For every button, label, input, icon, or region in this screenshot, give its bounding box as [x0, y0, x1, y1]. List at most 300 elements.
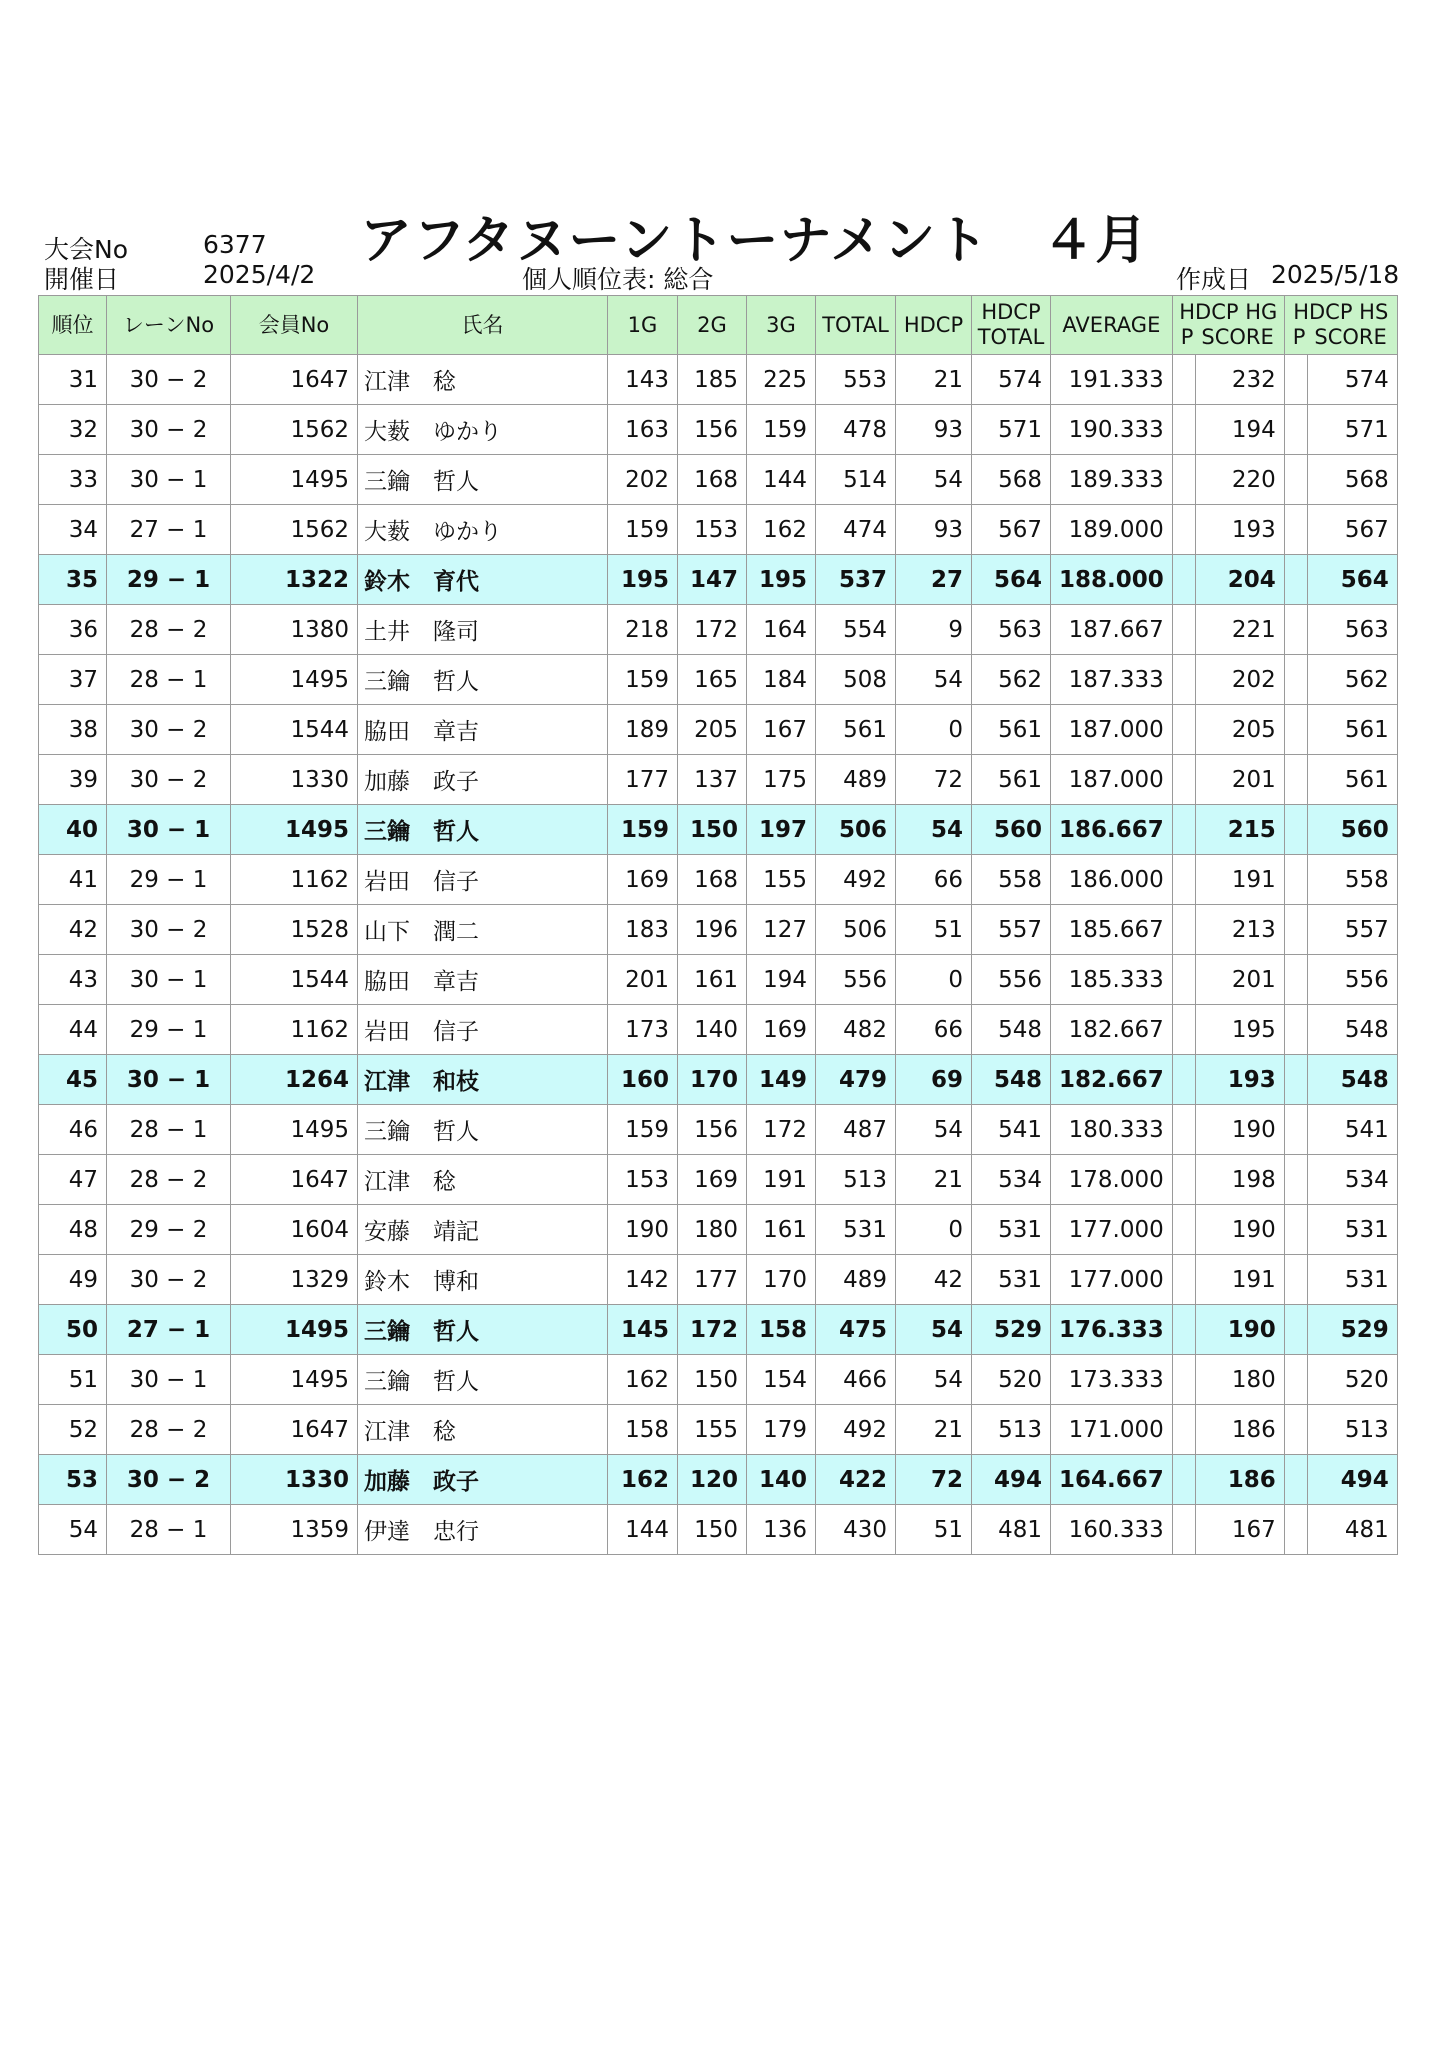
hdcp-hs-score-cell: 558	[1307, 855, 1397, 905]
name-cell: 脇田 章吉	[358, 955, 608, 1005]
name-cell: 江津 稔	[358, 1405, 608, 1455]
hdcp-hg-p-cell	[1172, 555, 1195, 605]
average-cell: 190.333	[1051, 405, 1173, 455]
table-row	[39, 655, 1398, 705]
game1-cell: 190	[608, 1205, 678, 1255]
rank-cell: 42	[39, 905, 107, 955]
hdcp-hg-score-cell: 202	[1195, 655, 1284, 705]
name-cell: 安藤 靖記	[358, 1205, 608, 1255]
game2-cell: 150	[678, 1355, 747, 1405]
hdcp-hg-p-cell	[1172, 1455, 1195, 1505]
table-row	[39, 1155, 1398, 1205]
col-name-header: 氏名	[358, 296, 608, 355]
hdcp-hs-score-cell: 567	[1307, 505, 1397, 555]
hdcp-cell: 72	[896, 1455, 972, 1505]
col-average-header: AVERAGE	[1051, 296, 1173, 355]
hdcp-hg-score-cell: 204	[1195, 555, 1284, 605]
rank-cell: 34	[39, 505, 107, 555]
lane-cell: 30 − 1	[107, 1055, 231, 1105]
hdcp-hs-score-cell: 541	[1307, 1105, 1397, 1155]
hdcp-hg-score-cell: 232	[1195, 355, 1284, 405]
hdcp-hg-p-header: P	[1180, 325, 1194, 349]
average-cell: 185.667	[1051, 905, 1173, 955]
game1-cell: 189	[608, 705, 678, 755]
hdcp-hs-score-cell: 561	[1307, 705, 1397, 755]
member-no-cell: 1495	[231, 455, 358, 505]
table-row	[39, 955, 1398, 1005]
hdcp-hg-p-cell	[1172, 1505, 1195, 1555]
rank-cell: 37	[39, 655, 107, 705]
hdcp-hg-score-cell: 193	[1195, 1055, 1284, 1105]
game3-cell: 169	[747, 1005, 816, 1055]
table-row	[39, 705, 1398, 755]
hdcp-hg-score-cell: 215	[1195, 805, 1284, 855]
table-row	[39, 1355, 1398, 1405]
total-cell: 466	[816, 1355, 896, 1405]
rank-cell: 36	[39, 605, 107, 655]
rank-cell: 32	[39, 405, 107, 455]
name-cell: 岩田 信子	[358, 1005, 608, 1055]
page-title: アフタヌーントーナメント ４月	[360, 211, 1149, 271]
game3-cell: 172	[747, 1105, 816, 1155]
game2-cell: 185	[678, 355, 747, 405]
ranking-table	[38, 295, 1398, 1555]
tournament-no-label: 大会No	[44, 235, 128, 264]
hdcp-hg-p-cell	[1172, 1105, 1195, 1155]
hdcp-hs-score-cell: 520	[1307, 1355, 1397, 1405]
hdcp-total-cell: 561	[972, 705, 1051, 755]
table-row	[39, 505, 1398, 555]
total-cell: 475	[816, 1305, 896, 1355]
lane-cell: 30 − 2	[107, 1255, 231, 1305]
hdcp-hg-p-cell	[1172, 755, 1195, 805]
name-cell: 三鑰 哲人	[358, 1305, 608, 1355]
total-cell: 554	[816, 605, 896, 655]
member-no-cell: 1647	[231, 1405, 358, 1455]
average-cell: 180.333	[1051, 1105, 1173, 1155]
hdcp-cell: 51	[896, 905, 972, 955]
average-cell: 182.667	[1051, 1005, 1173, 1055]
hdcp-hg-score-cell: 180	[1195, 1355, 1284, 1405]
member-no-cell: 1544	[231, 955, 358, 1005]
game3-cell: 175	[747, 755, 816, 805]
game1-cell: 159	[608, 1105, 678, 1155]
hdcp-hs-score-cell: 571	[1307, 405, 1397, 455]
hdcp-hs-score-cell: 529	[1307, 1305, 1397, 1355]
hdcp-hg-score-cell: 190	[1195, 1305, 1284, 1355]
hdcp-hs-p-cell	[1284, 955, 1307, 1005]
average-cell: 185.333	[1051, 955, 1173, 1005]
game1-cell: 144	[608, 1505, 678, 1555]
total-cell: 430	[816, 1505, 896, 1555]
total-cell: 508	[816, 655, 896, 705]
lane-cell: 28 − 1	[107, 1105, 231, 1155]
hdcp-hs-score-cell: 574	[1307, 355, 1397, 405]
hdcp-hs-score-cell: 548	[1307, 1055, 1397, 1105]
created-label: 作成日	[1176, 265, 1252, 294]
rank-cell: 51	[39, 1355, 107, 1405]
hdcp-cell: 66	[896, 855, 972, 905]
game2-cell: 150	[678, 805, 747, 855]
game1-cell: 142	[608, 1255, 678, 1305]
member-no-cell: 1380	[231, 605, 358, 655]
hdcp-cell: 0	[896, 1205, 972, 1255]
hdcp-total-cell: 560	[972, 805, 1051, 855]
hdcp-hg-p-cell	[1172, 1305, 1195, 1355]
col-hdcp-header: HDCP	[896, 296, 972, 355]
total-cell: 489	[816, 1255, 896, 1305]
hdcp-hg-p-cell	[1172, 1155, 1195, 1205]
game3-cell: 164	[747, 605, 816, 655]
hdcp-hg-score-cell: 201	[1195, 755, 1284, 805]
hdcp-hg-score-cell: 186	[1195, 1455, 1284, 1505]
lane-cell: 29 − 2	[107, 1205, 231, 1255]
hdcp-hs-score-cell: 548	[1307, 1005, 1397, 1055]
hdcp-hs-p-cell	[1284, 355, 1307, 405]
name-cell: 大薮 ゆかり	[358, 405, 608, 455]
average-cell: 188.000	[1051, 555, 1173, 605]
name-cell: 江津 稔	[358, 1155, 608, 1205]
hdcp-cell: 42	[896, 1255, 972, 1305]
lane-cell: 30 − 1	[107, 805, 231, 855]
name-cell: 三鑰 哲人	[358, 655, 608, 705]
member-no-cell: 1528	[231, 905, 358, 955]
member-no-cell: 1162	[231, 855, 358, 905]
lane-cell: 29 − 1	[107, 1005, 231, 1055]
game1-cell: 159	[608, 505, 678, 555]
game3-cell: 155	[747, 855, 816, 905]
hdcp-hg-p-cell	[1172, 405, 1195, 455]
table-row	[39, 755, 1398, 805]
game3-cell: 179	[747, 1405, 816, 1455]
event-date: 2025/4/2	[203, 260, 316, 289]
game2-cell: 120	[678, 1455, 747, 1505]
lane-cell: 27 − 1	[107, 1305, 231, 1355]
total-cell: 479	[816, 1055, 896, 1105]
lane-cell: 29 − 1	[107, 555, 231, 605]
total-cell: 474	[816, 505, 896, 555]
game2-cell: 172	[678, 605, 747, 655]
lane-cell: 28 − 1	[107, 1505, 231, 1555]
game1-cell: 162	[608, 1455, 678, 1505]
hdcp-total-cell: 520	[972, 1355, 1051, 1405]
hdcp-hg-score-cell: 191	[1195, 855, 1284, 905]
col-g1-header: 1G	[608, 296, 678, 355]
hdcp-total-header-line2: TOTAL	[977, 325, 1045, 349]
table-row	[39, 805, 1398, 855]
hdcp-hg-score-cell: 198	[1195, 1155, 1284, 1205]
table-row	[39, 405, 1398, 455]
member-no-cell: 1329	[231, 1255, 358, 1305]
rank-cell: 40	[39, 805, 107, 855]
table-row	[39, 1005, 1398, 1055]
game1-cell: 162	[608, 1355, 678, 1405]
average-cell: 189.333	[1051, 455, 1173, 505]
game3-cell: 136	[747, 1505, 816, 1555]
hdcp-hg-p-cell	[1172, 355, 1195, 405]
hdcp-hg-score-cell: 205	[1195, 705, 1284, 755]
average-cell: 187.000	[1051, 755, 1173, 805]
hdcp-cell: 69	[896, 1055, 972, 1105]
name-cell: 鈴木 育代	[358, 555, 608, 605]
average-cell: 177.000	[1051, 1205, 1173, 1255]
rank-cell: 52	[39, 1405, 107, 1455]
member-no-cell: 1647	[231, 355, 358, 405]
lane-cell: 30 − 1	[107, 1355, 231, 1405]
total-cell: 482	[816, 1005, 896, 1055]
hdcp-hg-score-header: SCORE	[1201, 325, 1274, 349]
hdcp-hg-score-cell: 191	[1195, 1255, 1284, 1305]
game1-cell: 163	[608, 405, 678, 455]
name-cell: 山下 潤二	[358, 905, 608, 955]
hdcp-hs-score-cell: 568	[1307, 455, 1397, 505]
game1-cell: 159	[608, 655, 678, 705]
game2-cell: 137	[678, 755, 747, 805]
game1-cell: 201	[608, 955, 678, 1005]
lane-cell: 27 − 1	[107, 505, 231, 555]
total-cell: 506	[816, 905, 896, 955]
game2-cell: 168	[678, 855, 747, 905]
average-cell: 178.000	[1051, 1155, 1173, 1205]
table-row	[39, 1455, 1398, 1505]
member-no-cell: 1264	[231, 1055, 358, 1105]
hdcp-hs-p-cell	[1284, 1305, 1307, 1355]
average-cell: 191.333	[1051, 355, 1173, 405]
hdcp-hs-p-cell	[1284, 705, 1307, 755]
member-no-cell: 1544	[231, 705, 358, 755]
hdcp-hs-score-cell: 557	[1307, 905, 1397, 955]
rank-cell: 41	[39, 855, 107, 905]
member-no-cell: 1495	[231, 655, 358, 705]
hdcp-hs-p-cell	[1284, 755, 1307, 805]
game1-cell: 169	[608, 855, 678, 905]
hdcp-hg-p-cell	[1172, 1205, 1195, 1255]
rank-cell: 50	[39, 1305, 107, 1355]
hdcp-hs-score-cell: 494	[1307, 1455, 1397, 1505]
lane-cell: 28 − 1	[107, 655, 231, 705]
total-cell: 561	[816, 705, 896, 755]
game2-cell: 177	[678, 1255, 747, 1305]
hdcp-hs-p-cell	[1284, 505, 1307, 555]
lane-cell: 28 − 2	[107, 1405, 231, 1455]
name-cell: 加藤 政子	[358, 755, 608, 805]
hdcp-hs-p-cell	[1284, 905, 1307, 955]
hdcp-total-cell: 534	[972, 1155, 1051, 1205]
hdcp-hs-score-cell: 563	[1307, 605, 1397, 655]
average-cell: 186.000	[1051, 855, 1173, 905]
game1-cell: 145	[608, 1305, 678, 1355]
game3-cell: 159	[747, 405, 816, 455]
hdcp-total-cell: 548	[972, 1055, 1051, 1105]
hdcp-hs-p-cell	[1284, 1255, 1307, 1305]
game2-cell: 147	[678, 555, 747, 605]
hdcp-hs-p-cell	[1284, 405, 1307, 455]
hdcp-hs-score-cell: 561	[1307, 755, 1397, 805]
rank-cell: 31	[39, 355, 107, 405]
hdcp-total-cell: 564	[972, 555, 1051, 605]
hdcp-total-cell: 529	[972, 1305, 1051, 1355]
rank-cell: 53	[39, 1455, 107, 1505]
name-cell: 岩田 信子	[358, 855, 608, 905]
hdcp-hs-p-cell	[1284, 1205, 1307, 1255]
hdcp-hg-score-cell: 221	[1195, 605, 1284, 655]
hdcp-hg-score-cell: 193	[1195, 505, 1284, 555]
hdcp-total-cell: 481	[972, 1505, 1051, 1555]
rank-cell: 46	[39, 1105, 107, 1155]
lane-cell: 30 − 2	[107, 405, 231, 455]
average-cell: 182.667	[1051, 1055, 1173, 1105]
name-cell: 三鑰 哲人	[358, 455, 608, 505]
hdcp-total-cell: 557	[972, 905, 1051, 955]
col-rank-header: 順位	[39, 296, 107, 355]
total-cell: 492	[816, 855, 896, 905]
game1-cell: 183	[608, 905, 678, 955]
hdcp-hs-p-cell	[1284, 855, 1307, 905]
name-cell: 三鑰 哲人	[358, 805, 608, 855]
hdcp-cell: 54	[896, 1305, 972, 1355]
game3-cell: 161	[747, 1205, 816, 1255]
tournament-no: 6377	[203, 230, 267, 259]
hdcp-total-cell: 531	[972, 1255, 1051, 1305]
member-no-cell: 1647	[231, 1155, 358, 1205]
hdcp-cell: 54	[896, 1355, 972, 1405]
hdcp-total-cell: 574	[972, 355, 1051, 405]
member-no-cell: 1162	[231, 1005, 358, 1055]
member-no-cell: 1359	[231, 1505, 358, 1555]
average-cell: 177.000	[1051, 1255, 1173, 1305]
average-cell: 187.000	[1051, 705, 1173, 755]
name-cell: 脇田 章吉	[358, 705, 608, 755]
hdcp-cell: 93	[896, 505, 972, 555]
hdcp-cell: 21	[896, 355, 972, 405]
total-cell: 492	[816, 1405, 896, 1455]
name-cell: 江津 稔	[358, 355, 608, 405]
hdcp-total-cell: 571	[972, 405, 1051, 455]
rank-cell: 39	[39, 755, 107, 805]
report-subtitle: 個人順位表: 総合	[522, 265, 714, 294]
total-cell: 506	[816, 805, 896, 855]
game1-cell: 159	[608, 805, 678, 855]
hdcp-hs-score-cell: 562	[1307, 655, 1397, 705]
game3-cell: 149	[747, 1055, 816, 1105]
game3-cell: 195	[747, 555, 816, 605]
col-g3-header: 3G	[747, 296, 816, 355]
hdcp-cell: 54	[896, 805, 972, 855]
hdcp-hg-score-cell: 190	[1195, 1105, 1284, 1155]
hdcp-hs-p-cell	[1284, 1355, 1307, 1405]
hdcp-total-cell: 563	[972, 605, 1051, 655]
hdcp-cell: 54	[896, 455, 972, 505]
game3-cell: 144	[747, 455, 816, 505]
name-cell: 鈴木 博和	[358, 1255, 608, 1305]
lane-cell: 30 − 2	[107, 705, 231, 755]
game2-cell: 205	[678, 705, 747, 755]
game3-cell: 191	[747, 1155, 816, 1205]
hdcp-hg-p-cell	[1172, 505, 1195, 555]
hdcp-hg-header-line1: HDCP HG	[1179, 300, 1278, 324]
hdcp-total-cell: 567	[972, 505, 1051, 555]
hdcp-cell: 0	[896, 955, 972, 1005]
hdcp-total-cell: 556	[972, 955, 1051, 1005]
hdcp-hg-p-cell	[1172, 1355, 1195, 1405]
game3-cell: 127	[747, 905, 816, 955]
total-cell: 514	[816, 455, 896, 505]
hdcp-hs-p-cell	[1284, 1055, 1307, 1105]
table-row	[39, 905, 1398, 955]
hdcp-hs-p-cell	[1284, 555, 1307, 605]
hdcp-hg-p-cell	[1172, 605, 1195, 655]
hdcp-cell: 27	[896, 555, 972, 605]
lane-cell: 28 − 2	[107, 1155, 231, 1205]
rank-cell: 54	[39, 1505, 107, 1555]
game3-cell: 194	[747, 955, 816, 1005]
table-header-row	[39, 296, 1398, 355]
rank-cell: 45	[39, 1055, 107, 1105]
game3-cell: 197	[747, 805, 816, 855]
hdcp-hs-score-cell: 531	[1307, 1255, 1397, 1305]
member-no-cell: 1495	[231, 805, 358, 855]
total-cell: 556	[816, 955, 896, 1005]
created-date: 2025/5/18	[1271, 260, 1400, 289]
table-row	[39, 1405, 1398, 1455]
col-hdcp-hg-header	[1172, 296, 1284, 355]
game2-cell: 161	[678, 955, 747, 1005]
hdcp-hg-score-cell: 167	[1195, 1505, 1284, 1555]
hdcp-hs-score-cell: 481	[1307, 1505, 1397, 1555]
average-cell: 173.333	[1051, 1355, 1173, 1405]
rank-cell: 35	[39, 555, 107, 605]
hdcp-hg-score-cell: 201	[1195, 955, 1284, 1005]
table-row	[39, 1255, 1398, 1305]
total-cell: 422	[816, 1455, 896, 1505]
rank-cell: 33	[39, 455, 107, 505]
hdcp-hg-p-cell	[1172, 455, 1195, 505]
hdcp-hs-p-cell	[1284, 605, 1307, 655]
col-lane-header: レーンNo	[107, 296, 231, 355]
lane-cell: 30 − 2	[107, 755, 231, 805]
rank-cell: 43	[39, 955, 107, 1005]
hdcp-hs-p-cell	[1284, 1505, 1307, 1555]
hdcp-hs-p-cell	[1284, 1405, 1307, 1455]
table-row	[39, 1505, 1398, 1555]
hdcp-cell: 21	[896, 1405, 972, 1455]
col-g2-header: 2G	[678, 296, 747, 355]
hdcp-hg-p-cell	[1172, 955, 1195, 1005]
game2-cell: 156	[678, 405, 747, 455]
game1-cell: 173	[608, 1005, 678, 1055]
rank-cell: 38	[39, 705, 107, 755]
average-cell: 160.333	[1051, 1505, 1173, 1555]
name-cell: 土井 隆司	[358, 605, 608, 655]
average-cell: 189.000	[1051, 505, 1173, 555]
average-cell: 187.333	[1051, 655, 1173, 705]
col-hdcp-hs-header	[1284, 296, 1397, 355]
table-row	[39, 355, 1398, 405]
game2-cell: 172	[678, 1305, 747, 1355]
table-row	[39, 555, 1398, 605]
hdcp-hs-p-cell	[1284, 1455, 1307, 1505]
name-cell: 江津 和枝	[358, 1055, 608, 1105]
col-total-header: TOTAL	[816, 296, 896, 355]
game1-cell: 218	[608, 605, 678, 655]
hdcp-total-cell: 561	[972, 755, 1051, 805]
total-cell: 531	[816, 1205, 896, 1255]
lane-cell: 30 − 2	[107, 905, 231, 955]
hdcp-cell: 72	[896, 755, 972, 805]
hdcp-hg-score-cell: 194	[1195, 405, 1284, 455]
name-cell: 三鑰 哲人	[358, 1105, 608, 1155]
hdcp-hg-p-cell	[1172, 1255, 1195, 1305]
